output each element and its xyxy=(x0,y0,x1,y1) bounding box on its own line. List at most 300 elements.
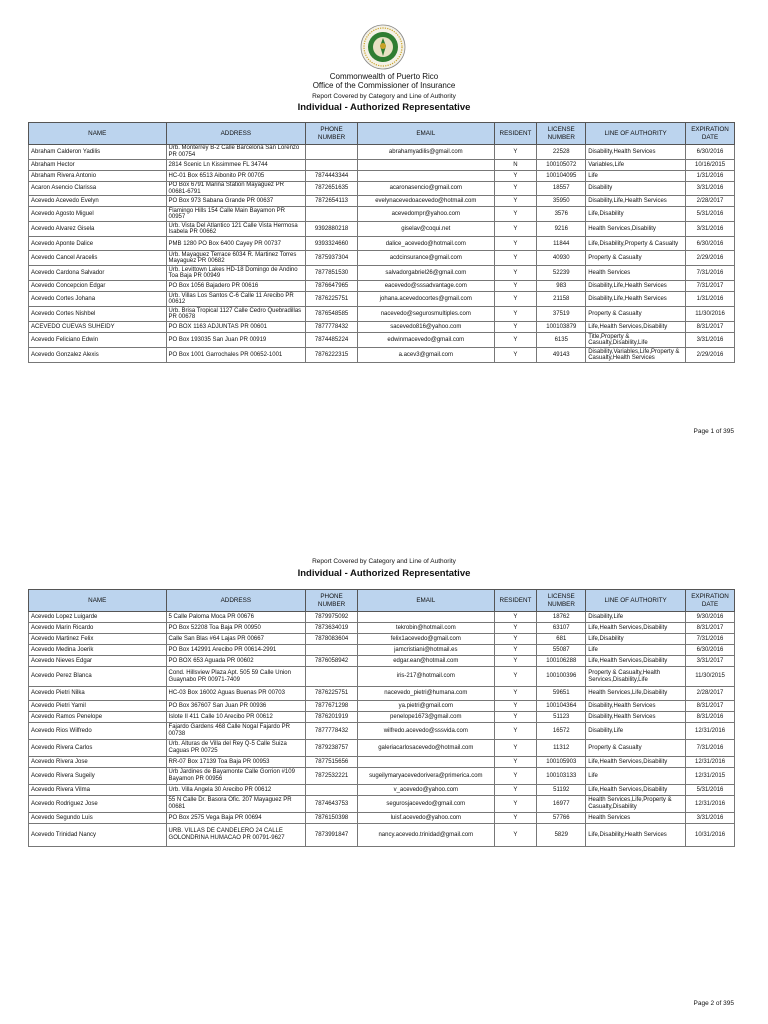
license-cell: 100104364 xyxy=(537,701,586,712)
authority-cell: Title,Property & Casualty,Disability,Life xyxy=(586,333,686,348)
page-number: Page 1 of 395 xyxy=(693,428,734,435)
table-row xyxy=(29,160,735,171)
name-cell: ACEVEDO CUEVAS SUHEIDY xyxy=(29,322,167,333)
authority-cell: Life,Health Services,Disability xyxy=(586,757,686,768)
authority-cell: Property & Casualty xyxy=(586,251,686,266)
name-cell: Acevedo Trinidad Nancy xyxy=(29,824,167,847)
address-cell: PO Box 6791 Marina Station Mayaguez PR 00681-6791 xyxy=(166,182,306,196)
name-cell: Acevedo Alvarez Gisela xyxy=(29,222,167,237)
report-title: Individual - Authorized Representative xyxy=(297,568,471,579)
column-header: EMAIL xyxy=(358,123,495,145)
table-row xyxy=(29,237,735,251)
resident-cell: Y xyxy=(494,251,537,266)
license-cell: 49143 xyxy=(537,348,586,363)
address-cell: PO BOX 653 Aguada PR 00602 xyxy=(166,656,306,667)
expiration-cell: 12/31/2016 xyxy=(686,796,735,813)
resident-cell: Y xyxy=(494,645,537,656)
email-cell[interactable]: abrahamyadilis@gmail.com xyxy=(358,145,495,160)
address-cell: Urb. Levittown Lakes HD-18 Domingo de Andino Toa Baja PR 00949 xyxy=(166,266,306,281)
table-row xyxy=(29,740,735,757)
email-cell[interactable]: nacevedo_pietri@humana.com xyxy=(358,687,495,701)
resident-cell: Y xyxy=(494,196,537,207)
email-cell[interactable]: jamcristiani@hotmail.es xyxy=(358,645,495,656)
expiration-cell: 11/30/2015 xyxy=(686,667,735,687)
expiration-cell: 3/31/2016 xyxy=(686,222,735,237)
license-cell: 37519 xyxy=(537,307,586,322)
resident-cell: Y xyxy=(494,757,537,768)
email-cell[interactable]: edgar.ean@hotmail.com xyxy=(358,656,495,667)
representatives-table xyxy=(28,122,735,363)
address-cell: PO Box 52208 Toa Baja PR 00950 xyxy=(166,623,306,634)
table-row xyxy=(29,757,735,768)
name-cell: Acevedo Nieves Edgar xyxy=(29,656,167,667)
table-row xyxy=(29,196,735,207)
address-cell: PO Box 2575 Vega Baja PR 00694 xyxy=(166,813,306,824)
resident-cell: Y xyxy=(494,623,537,634)
table-row xyxy=(29,281,735,292)
address-cell: Urb. Mayaguez Terrace 6034 R. Martinez Torres Mayaguez PR 00682 xyxy=(166,251,306,266)
license-cell: 100100396 xyxy=(537,667,586,687)
phone-cell xyxy=(306,145,358,160)
email-cell[interactable]: ya.pietri@gmail.com xyxy=(358,701,495,712)
name-cell: Acevedo Marin Ricardo xyxy=(29,623,167,634)
authority-cell: Life,Health Services,Disability xyxy=(586,322,686,333)
address-cell: PO Box 1001 Garrochales PR 00652-1001 xyxy=(166,348,306,363)
email-cell[interactable]: segurosjacevedo@gmail.com xyxy=(358,796,495,813)
resident-cell: Y xyxy=(494,266,537,281)
resident-cell: Y xyxy=(494,612,537,623)
phone-cell xyxy=(306,160,358,171)
phone-cell: 7876225751 xyxy=(306,687,358,701)
authority-cell: Life xyxy=(586,645,686,656)
authority-cell: Health Services,Life,Disability xyxy=(586,687,686,701)
resident-cell: Y xyxy=(494,333,537,348)
email-cell[interactable]: nacevedo@segurosmultiples.com xyxy=(358,307,495,322)
resident-cell: Y xyxy=(494,796,537,813)
resident-cell: Y xyxy=(494,813,537,824)
email-cell[interactable]: acaronasencio@gmail.com xyxy=(358,182,495,196)
license-cell: 18762 xyxy=(537,612,586,623)
phone-cell: 7879975092 xyxy=(306,612,358,623)
column-header: LINE OF AUTHORITY xyxy=(586,590,686,612)
table-header-row xyxy=(29,590,735,612)
name-cell: Acevedo Agosto Miguel xyxy=(29,207,167,222)
phone-cell: 7875937304 xyxy=(306,251,358,266)
address-cell: URB. VILLAS DE CANDELERO 24 CALLE GOLONDRINA HUMACAO PR 00791-9627 xyxy=(166,824,306,847)
phone-cell: 7874443344 xyxy=(306,171,358,182)
resident-cell: Y xyxy=(494,348,537,363)
authority-cell: Disability,Life,Health Services xyxy=(586,196,686,207)
authority-cell: Life,Disability xyxy=(586,634,686,645)
column-header: NAME xyxy=(29,590,167,612)
expiration-cell: 8/31/2017 xyxy=(686,623,735,634)
email-cell[interactable]: acevedompr@yahoo.com xyxy=(358,207,495,222)
resident-cell: Y xyxy=(494,322,537,333)
phone-cell: 7876647965 xyxy=(306,281,358,292)
table-row xyxy=(29,207,735,222)
address-cell: PO BOX 1163 ADJUNTAS PR 00601 xyxy=(166,322,306,333)
name-cell: Acevedo Gonzalez Alexis xyxy=(29,348,167,363)
license-cell: 100106288 xyxy=(537,656,586,667)
address-cell: Flamingo Hills 154 Calle Main Bayamon PR 00957 xyxy=(166,207,306,222)
resident-cell: Y xyxy=(494,667,537,687)
name-cell: Acevedo Cancel Aracelis xyxy=(29,251,167,266)
email-cell[interactable]: salvadorgabriel26@gmail.com xyxy=(358,266,495,281)
expiration-cell: 7/31/2017 xyxy=(686,281,735,292)
license-cell: 59651 xyxy=(537,687,586,701)
license-cell: 22528 xyxy=(537,145,586,160)
table-row xyxy=(29,322,735,333)
expiration-cell: 3/31/2016 xyxy=(686,813,735,824)
email-cell[interactable]: felix1acevedo@gmail.com xyxy=(358,634,495,645)
phone-cell: 7878083604 xyxy=(306,634,358,645)
phone-cell: 7876548585 xyxy=(306,307,358,322)
table-row xyxy=(29,348,735,363)
puerto-rico-seal-icon xyxy=(360,24,406,70)
phone-cell: 7876225751 xyxy=(306,292,358,307)
authority-cell: Life,Disability,Property & Casualty xyxy=(586,237,686,251)
phone-cell: 7877778432 xyxy=(306,723,358,740)
expiration-cell: 2/28/2017 xyxy=(686,687,735,701)
table-row xyxy=(29,171,735,182)
column-header: PHONE NUMBER xyxy=(306,590,358,612)
expiration-cell: 7/31/2016 xyxy=(686,266,735,281)
phone-cell: 7876222315 xyxy=(306,348,358,363)
column-header: EXPIRATION DATE xyxy=(686,123,735,145)
license-cell: 100105072 xyxy=(537,160,586,171)
table-row xyxy=(29,667,735,687)
resident-cell: Y xyxy=(494,207,537,222)
table-row xyxy=(29,307,735,322)
license-cell: 16977 xyxy=(537,796,586,813)
column-header: EMAIL xyxy=(358,590,495,612)
phone-cell: 9392880218 xyxy=(306,222,358,237)
name-cell: Abraham Rivera Antonio xyxy=(29,171,167,182)
license-cell: 5829 xyxy=(537,824,586,847)
column-header: LICENSE NUMBER xyxy=(537,590,586,612)
email-cell[interactable] xyxy=(358,757,495,768)
resident-cell: Y xyxy=(494,145,537,160)
address-cell: HC-01 Box 6513 Aibonito PR 00705 xyxy=(166,171,306,182)
license-cell: 11844 xyxy=(537,237,586,251)
name-cell: Acevedo Lopez Luigarde xyxy=(29,612,167,623)
resident-cell: Y xyxy=(494,307,537,322)
expiration-cell: 12/31/2016 xyxy=(686,723,735,740)
authority-cell: Life xyxy=(586,171,686,182)
table-row xyxy=(29,785,735,796)
address-cell: Urb. Villas Los Santos C-6 Calle 11 Arecibo PR 00612 xyxy=(166,292,306,307)
phone-cell: 7873991847 xyxy=(306,824,358,847)
email-cell[interactable] xyxy=(358,612,495,623)
phone-cell: 7877778432 xyxy=(306,322,358,333)
email-cell[interactable]: sugeilymaryacevedorivera@primerica.com xyxy=(358,768,495,785)
name-cell: Acevedo Feliciano Edwin xyxy=(29,333,167,348)
email-cell[interactable]: galeriacarlosacevedo@hotmail.com xyxy=(358,740,495,757)
table-row xyxy=(29,645,735,656)
expiration-cell: 3/31/2017 xyxy=(686,656,735,667)
authority-cell: Disability,Life xyxy=(586,723,686,740)
email-cell[interactable]: iris-217@hotmail.com xyxy=(358,667,495,687)
expiration-cell: 1/31/2016 xyxy=(686,171,735,182)
address-cell: Urb. Alturas de Villa del Rey Q-5 Calle Suiza Caguas PR 00725 xyxy=(166,740,306,757)
table-row xyxy=(29,251,735,266)
expiration-cell: 12/31/2016 xyxy=(686,757,735,768)
address-cell: Cond. Hillsview Plaza Apt. 505 59 Calle Union Guaynabo PR 00971-7409 xyxy=(166,667,306,687)
name-cell: Acevedo Rivera Vilma xyxy=(29,785,167,796)
phone-cell xyxy=(306,667,358,687)
column-header: LINE OF AUTHORITY xyxy=(586,123,686,145)
expiration-cell: 3/31/2016 xyxy=(686,182,735,196)
resident-cell: Y xyxy=(494,171,537,182)
license-cell: 57766 xyxy=(537,813,586,824)
license-cell: 3576 xyxy=(537,207,586,222)
email-cell[interactable]: wilfredo.acevedo@sssvida.com xyxy=(358,723,495,740)
address-cell: PO Box 1056 Bajadero PR 00616 xyxy=(166,281,306,292)
name-cell: Acevedo Cortes Nishbel xyxy=(29,307,167,322)
phone-cell xyxy=(306,645,358,656)
email-cell[interactable]: sacevedo816@yahoo.com xyxy=(358,322,495,333)
authority-cell: Health Services xyxy=(586,266,686,281)
resident-cell: Y xyxy=(494,687,537,701)
authority-cell: Health Services xyxy=(586,813,686,824)
column-header: ADDRESS xyxy=(166,123,306,145)
table-row xyxy=(29,634,735,645)
table-row xyxy=(29,333,735,348)
expiration-cell: 7/31/2016 xyxy=(686,634,735,645)
license-cell: 51192 xyxy=(537,785,586,796)
resident-cell: Y xyxy=(494,292,537,307)
expiration-cell: 2/29/2016 xyxy=(686,348,735,363)
authority-cell: Disability,Health Services xyxy=(586,145,686,160)
name-cell: Acevedo Rivera Sugeily xyxy=(29,768,167,785)
column-header: RESIDENT xyxy=(494,123,537,145)
resident-cell: Y xyxy=(494,237,537,251)
expiration-cell: 10/31/2016 xyxy=(686,824,735,847)
phone-cell: 7876058942 xyxy=(306,656,358,667)
email-cell[interactable]: penelope1673@gmail.com xyxy=(358,712,495,723)
address-cell: 55 N Calle Dr. Basora Ofic. 207 Mayaguez PR 00681 xyxy=(166,796,306,813)
header-line-2: Office of the Commissioner of Insurance xyxy=(312,81,456,90)
resident-cell: N xyxy=(494,160,537,171)
expiration-cell: 5/31/2016 xyxy=(686,207,735,222)
name-cell: Acevedo Rivera Carlos xyxy=(29,740,167,757)
license-cell: 100103133 xyxy=(537,768,586,785)
name-cell: Acevedo Perez Blanca xyxy=(29,667,167,687)
address-cell: Urb. Monterrey B-2 Calle Barcelona San Lorenzo PR 00754 xyxy=(166,145,306,160)
column-header: ADDRESS xyxy=(166,590,306,612)
name-cell: Abraham Calderon Yadilis xyxy=(29,145,167,160)
expiration-cell: 6/30/2016 xyxy=(686,645,735,656)
expiration-cell: 11/30/2016 xyxy=(686,307,735,322)
expiration-cell: 6/30/2016 xyxy=(686,145,735,160)
phone-cell xyxy=(306,785,358,796)
report-subtitle: Report Covered by Category and Line of Authority xyxy=(312,558,456,565)
name-cell: Acevedo Rios Wilfredo xyxy=(29,723,167,740)
license-cell: 100104095 xyxy=(537,171,586,182)
name-cell: Acevedo Concepcion Edgar xyxy=(29,281,167,292)
license-cell: 9216 xyxy=(537,222,586,237)
authority-cell: Life,Disability xyxy=(586,207,686,222)
expiration-cell: 3/31/2016 xyxy=(686,333,735,348)
license-cell: 35950 xyxy=(537,196,586,207)
column-header: LICENSE NUMBER xyxy=(537,123,586,145)
license-cell: 51123 xyxy=(537,712,586,723)
authority-cell: Property & Casualty xyxy=(586,307,686,322)
authority-cell: Life,Health Services,Disability xyxy=(586,656,686,667)
license-cell: 52239 xyxy=(537,266,586,281)
authority-cell: Disability xyxy=(586,182,686,196)
email-cell[interactable]: dalice_acevedo@hotmail.com xyxy=(358,237,495,251)
address-cell: RR-07 Box 17139 Toa Baja PR 00953 xyxy=(166,757,306,768)
name-cell: Acevedo Pietri Nilka xyxy=(29,687,167,701)
address-cell: PO Box 142991 Arecibo PR 00614-2991 xyxy=(166,645,306,656)
phone-cell: 7873634019 xyxy=(306,623,358,634)
authority-cell: Health Services,Disability xyxy=(586,222,686,237)
table-row xyxy=(29,656,735,667)
address-cell: Fajardo Gardens 468 Calle Nogal Fajardo PR 00738 xyxy=(166,723,306,740)
report-subtitle: Report Covered by Category and Line of Authority xyxy=(312,93,456,100)
authority-cell: Life xyxy=(586,768,686,785)
phone-cell: 7877671298 xyxy=(306,701,358,712)
phone-cell: 7876201919 xyxy=(306,712,358,723)
authority-cell: Property & Casualty xyxy=(586,740,686,757)
license-cell: 983 xyxy=(537,281,586,292)
expiration-cell: 10/16/2015 xyxy=(686,160,735,171)
representatives-table xyxy=(28,589,735,847)
column-header: PHONE NUMBER xyxy=(306,123,358,145)
phone-cell: 7872532221 xyxy=(306,768,358,785)
header-line-1: Commonwealth of Puerto Rico xyxy=(329,72,439,81)
resident-cell: Y xyxy=(494,222,537,237)
license-cell: 16572 xyxy=(537,723,586,740)
resident-cell: Y xyxy=(494,634,537,645)
email-cell[interactable]: luisf.acevedo@yahoo.com xyxy=(358,813,495,824)
expiration-cell: 8/31/2017 xyxy=(686,322,735,333)
license-cell: 6135 xyxy=(537,333,586,348)
table-row xyxy=(29,768,735,785)
phone-cell: 7877515656 xyxy=(306,757,358,768)
license-cell: 100103879 xyxy=(537,322,586,333)
email-cell[interactable]: giselav@coqui.net xyxy=(358,222,495,237)
resident-cell: Y xyxy=(494,712,537,723)
address-cell: HC-03 Box 16002 Aguas Buenas PR 00703 xyxy=(166,687,306,701)
table-row xyxy=(29,623,735,634)
email-cell[interactable] xyxy=(358,160,495,171)
address-cell: Urb. Brisa Tropical 1127 Calle Cedro Quebradillas PR 00678 xyxy=(166,307,306,322)
license-cell: 100105903 xyxy=(537,757,586,768)
authority-cell: Life,Health Services,Disability xyxy=(586,785,686,796)
phone-cell: 7877851530 xyxy=(306,266,358,281)
email-cell[interactable] xyxy=(358,171,495,182)
license-cell: 11312 xyxy=(537,740,586,757)
column-header: EXPIRATION DATE xyxy=(686,590,735,612)
name-cell: Acevedo Aponte Dalice xyxy=(29,237,167,251)
address-cell: PO Box 973 Sabana Grande PR 00637 xyxy=(166,196,306,207)
name-cell: Acevedo Rivera Jose xyxy=(29,757,167,768)
email-cell[interactable]: edwinmacevedo@gmail.com xyxy=(358,333,495,348)
email-cell[interactable]: v_acevedo@yahoo.com xyxy=(358,785,495,796)
address-cell: PO Box 193035 San Juan PR 00919 xyxy=(166,333,306,348)
resident-cell: Y xyxy=(494,785,537,796)
address-cell: 2814 Scenic Ln Kissimmee FL 34744 xyxy=(166,160,306,171)
authority-cell: Disability,Life,Health Services xyxy=(586,292,686,307)
report-title: Individual - Authorized Representative xyxy=(297,102,471,113)
email-cell[interactable]: a.acev3@gmail.com xyxy=(358,348,495,363)
resident-cell: Y xyxy=(494,723,537,740)
name-cell: Acevedo Acevedo Evelyn xyxy=(29,196,167,207)
address-cell: 5 Calle Paloma Moca PR 00676 xyxy=(166,612,306,623)
name-cell: Acevedo Ramos Penelope xyxy=(29,712,167,723)
page-number: Page 2 of 395 xyxy=(693,1000,734,1007)
expiration-cell: 8/31/2017 xyxy=(686,701,735,712)
email-cell[interactable]: johana.acevedocortes@gmail.com xyxy=(358,292,495,307)
expiration-cell: 1/31/2016 xyxy=(686,292,735,307)
license-cell: 40930 xyxy=(537,251,586,266)
resident-cell: Y xyxy=(494,656,537,667)
expiration-cell: 12/31/2015 xyxy=(686,768,735,785)
email-cell[interactable]: nancy.acevedo.trinidad@gmail.com xyxy=(358,824,495,847)
column-header: NAME xyxy=(29,123,167,145)
phone-cell xyxy=(306,207,358,222)
license-cell: 18557 xyxy=(537,182,586,196)
address-cell: Calle San Blas #64 Lajas PR 00667 xyxy=(166,634,306,645)
table-row xyxy=(29,266,735,281)
email-cell[interactable]: tekrobin@hotmail.com xyxy=(358,623,495,634)
phone-cell: 7874485224 xyxy=(306,333,358,348)
address-cell: Urb. Vista Del Atlantico 121 Calle Vista Hermosa Isabela PR 00662 xyxy=(166,222,306,237)
license-cell: 681 xyxy=(537,634,586,645)
resident-cell: Y xyxy=(494,740,537,757)
table-row xyxy=(29,687,735,701)
authority-cell: Disability,Life,Health Services xyxy=(586,281,686,292)
phone-cell: 7874643753 xyxy=(306,796,358,813)
table-row xyxy=(29,813,735,824)
resident-cell: Y xyxy=(494,281,537,292)
authority-cell: Property & Casualty,Health Services,Disability,Life xyxy=(586,667,686,687)
table-row xyxy=(29,222,735,237)
name-cell: Acevedo Segundo Luis xyxy=(29,813,167,824)
phone-cell: 7872651635 xyxy=(306,182,358,196)
email-cell[interactable]: acdcinsurance@gmail.com xyxy=(358,251,495,266)
license-cell: 55087 xyxy=(537,645,586,656)
table-row xyxy=(29,612,735,623)
authority-cell: Life,Health Services,Disability xyxy=(586,623,686,634)
expiration-cell: 8/31/2016 xyxy=(686,712,735,723)
name-cell: Acevedo Cardona Salvador xyxy=(29,266,167,281)
expiration-cell: 5/31/2016 xyxy=(686,785,735,796)
name-cell: Acevedo Cortes Johana xyxy=(29,292,167,307)
table-row xyxy=(29,292,735,307)
expiration-cell: 2/29/2016 xyxy=(686,251,735,266)
name-cell: Abraham Hector xyxy=(29,160,167,171)
name-cell: Acevedo Martinez Felix xyxy=(29,634,167,645)
table-row xyxy=(29,712,735,723)
table-row xyxy=(29,824,735,847)
email-cell[interactable]: evelynacevedoacevedo@hotmail.com xyxy=(358,196,495,207)
address-cell: PO Box 367607 San Juan PR 00936 xyxy=(166,701,306,712)
resident-cell: Y xyxy=(494,824,537,847)
expiration-cell: 7/31/2016 xyxy=(686,740,735,757)
address-cell: Islote II 411 Calle 10 Arecibo PR 00612 xyxy=(166,712,306,723)
authority-cell: Disability,Health Services xyxy=(586,701,686,712)
email-cell[interactable]: eacevedo@sssadvantage.com xyxy=(358,281,495,292)
address-cell: Urb. Villa Angela 30 Arecibo PR 00612 xyxy=(166,785,306,796)
authority-cell: Disability,Health Services xyxy=(586,712,686,723)
phone-cell: 7879238757 xyxy=(306,740,358,757)
name-cell: Acaron Asencio Clarissa xyxy=(29,182,167,196)
resident-cell: Y xyxy=(494,701,537,712)
address-cell: Urb Jardines de Bayamonte Calle Gorrion #109 Bayamon PR 00956 xyxy=(166,768,306,785)
